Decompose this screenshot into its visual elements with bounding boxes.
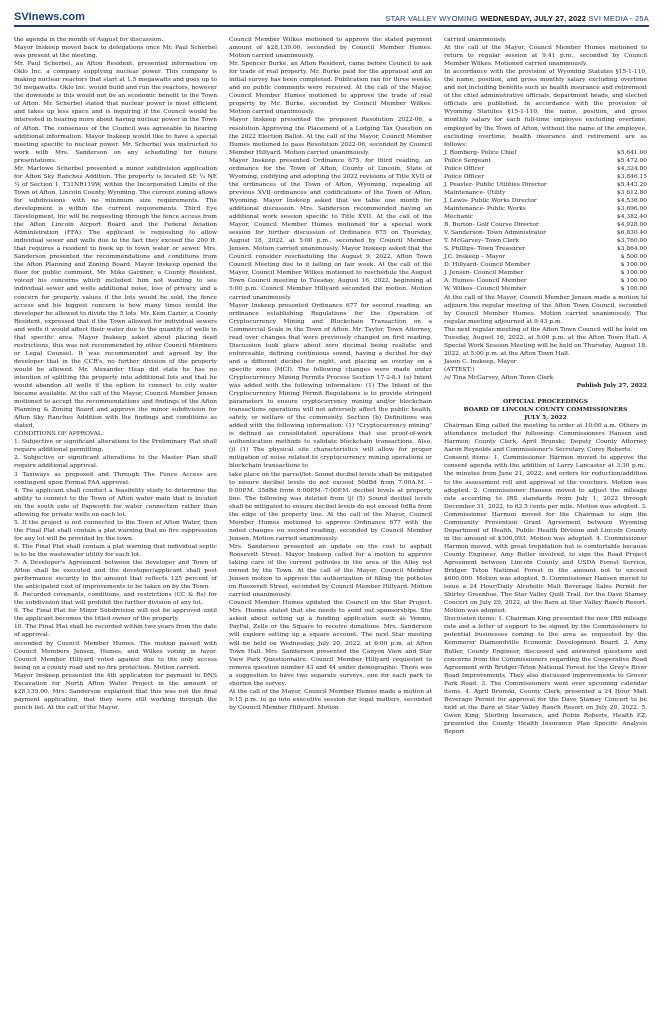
article-paragraph: Mayor Inskeep moved back to delegations once Mr. Paul Scherbel was present at the meeting. [14,45,217,60]
salary-position: Maintenance- Utility [444,189,506,196]
article-paragraph: Council Member Wilkes motioned to approve the stated payment amount of $28,139.00, seconded by Council Member Humes. Motion carried unanimously. [229,37,432,60]
article-paragraph: Mr. Paul Scherbel, an Afton Resident, presented information on Oklo Inc. a company supplying nuclear power. This company is making nuclear reactors that start at 1.5 megawatts and goes up to 50 megawatts. Oklo Inc. would build and run the reactors, however the downside is this would not be an economic benefit to the Town of Afton. Mr. Scherbel stated that nuclear power is most efficient and takes up less space and is inquiring if the Council would be interested in hearing more about having nuclear power in the Town of Afton. The consensus of the Council was agreeable to hearing additional information. Mayor Inskeep would like to have a special meeting specific to nuclear power. Mr. Scherbel was instructed to work with Mrs. Sanderson on any scheduling for future presentations. [14,61,217,164]
condition-item: 7. A Developer's Agreement between the developer and Town of Afton shall be executed and the developer/applicant shall post performance security in the amount that reflects 125 percent of the anticipated cost of improvements to be taken on by the Town. [14,560,217,591]
article-paragraph: In accordance with the provision of Wyoming Statutes §15-1-110, the name, position, and gross monthly salary excluding overtime and not including benefits such as health insurance and retirement of the chief administrative officials, department heads, and elected officials are published. In accordance with the provision of Wyoming Statutes §15-1-110, the name, position, and gross monthly salary for each full-time employee excluding overtime, employed by the Town of Afton, without the name of the employee, excluding overtime, health insurance and retirement are as follows: [444,69,647,148]
salary-amount: $4,536.00 [617,197,647,204]
article-paragraph: Mayor Inskeep presented the 4th application for payment to DNS Excavation for North Afton Water Project in the amount of $28,139.00. Mrs. Sanderson explained that this was not the final payment application, that they were still working through the punch list. At the call of the Mayor, [14,672,217,711]
article-paragraph: seconded by Council Member Humes. The motion passed with Council Members Jensen, Humes, and Wilkes voting in favor. Council Member Hillyard voted against due to the only access being on a county road and no fire protection. Motion carried. [14,640,217,671]
salary-amount: $5,472.00 [617,157,647,164]
salary-position: D. Hillyard- Council Member [444,262,531,269]
article-paragraph: At the call of the Mayor, Council Member Humes motioned to return to regular session at 9:41 p.m., seconded by Council Member Wilkes. Motioned carried unanimously. [444,45,647,68]
salary-position: Police Officer [444,173,485,180]
salary-row [444,181,647,189]
salary-row [444,237,647,245]
salary-amount: $ 500.00 [620,254,647,261]
salary-position: J.C. Inskeep – Mayor [444,254,506,261]
article-paragraph: Council Member Humes updated the Council on the Star Project. Mrs. Humes stated that she needs to send out sponsorships. She asked about setting up a funding application such as Venmo, PayPal, Zelle or the Square to receive donations. Mrs. Sanderson will explore setting up a square account. The next Star meeting will be held on Wednesday, July 20, 2022, at 6:00 p.m. at Afton Town Hall. Mrs. Sanderson presented the Canyon View and Star View Park Questionnaire. Council Member Hillyard requested to remove question number 43 and 44 under demographic. There was a suggestion to have two separate surveys, one for each park to shorten the survey. [229,600,432,687]
salary-position: Mechanic [444,214,474,221]
salary-row [444,229,647,237]
salary-position: Maintenance- Public Works [444,205,526,212]
salary-row [444,213,647,221]
salary-row [444,245,647,253]
condition-item: 10. The Final Plat shall be recorded within two years from the date of approval. [14,624,217,639]
condition-item: 8. Recorded covenants, conditions, and restrictions (CC & Rs) for the subdivision that will prohibit the further division of any lot. [14,592,217,607]
salary-position: Police Officer [444,165,485,172]
column-2 [229,36,432,712]
salary-position: S. Phillips- Town Treasurer [444,246,525,253]
salary-row [444,197,647,205]
salary-row [444,149,647,157]
publish-date: Publish July 27, 2022 [576,382,647,390]
article-paragraph: the agenda in the month of August for discussion. [14,37,164,43]
salary-row [444,221,647,229]
salary-row [444,261,647,269]
salary-amount: $3,760.00 [617,238,647,245]
salary-amount: $5,443.20 [617,181,647,188]
salary-row [444,173,647,181]
article-paragraph: At the call of the Mayor, Council Member Humes made a motion at 9:15 p.m. to go into executive session for legal matters, seconded by Council Member Hillyard. Motion [229,688,432,711]
condition-item: 4. The applicant shall conduct a feasibility study to determine the ability to connect to the Town of Afton water main that is located on the south side of Papworth for water connection rather than allowing for private wells on each lot. [14,487,217,518]
article-paragraph: Mr. Marlowe Scherbel presented a minor subdivision application for Afton Sky Ranches Addition. The property is located SE ¼ NE ¼ of Section 1, T31NR119W, within the Incorporated Limits of the Town of Afton, Lincoln County, Wyoming. The current zoning allows for subdivisions with no minimum size requirements. The development is within the current requirements. Third Eye Development, Inc will be requesting through the fence access from the Afton Lincoln Airport Board and the Federal Aviation Administration (FFA). The applicant is requesting to allow individual sewer and wells due to the fact they exceed the 200 ft. that requires a resident to hook up to town water or sewer. Mrs. Sanderson presented the recommendations and conditions from the Afton Planning and Zoning Board. Mayor Inskeep opened the floor for public comment. Mr. Mike Gardner, a County Resident, voiced his concerns which included: him not wanting to see individual sewer and wells additional noise, loss of privacy, and a concern for property values if the lots would be sold, the fence access and his biggest concern is how many times would the developer be allowed to divide the 5 lots. Mr. Kem Cazier, a County Resident, expressed that if the Town allowed for individual sewers and wells it would affect their water due to the quantity of wells in that specific area. Mayor Inskeep asked about placing deed restrictions, this was not recommended by other Council Members or Legal Counsel. It was recommended and agreed by the developer that in the CCR's, no further division of the property would be allowed. Mr. Alexander Heap did state he has no intention of splitting the property into additional lots and that he would abandon all wells if the option to connect to city water became available. At the call of the Mayor, Council Member Jensen motioned to accept the recommendations and findings of the Afton Planning & Zoning Board and approve the minor subdivision for Afton Sky Ranches Addition with the findings and conditions as stated, [14,165,217,430]
salary-amount: $6,830.40 [617,230,647,237]
salary-row [444,205,647,213]
salary-position: J. Peavler- Public Utilities Director [444,181,547,188]
article-paragraph: Consent items: 1. Commissioner Harmon moved to approve the consent agenda with the addition of Larry Lancaster at 3:30 p.m., the minutes from June 21, 2022, and orders for reduction/addition to the assessment roll and approval of the vouchers. Motion was adopted. 2. Commissioner Hansen moved to adjust the mileage rate according to IRS standards from July 1, 2022 through December 31, 2022, to 62.5 cents per mile. Motion was adopted. 3. Commissioner Harmon moved for the Chairman to sign the Community Prevention Grant Agreement between Wyoming Department of Health, Public Health Division and Lincoln County in the amount of $306,093. Motion was adopted. 4. Commissioner Harmon moved, with great trepidation but is comfortable because County Engineer, Amy Butler involved, to sign the Road Project Agreement between Lincoln County and USDA Forest Service, Bridger Teton National Forest in the amount not to exceed $600,000. Motion was adopted. 5. Commissioner Hansen moved to issue a 24 Hour/Daily Alcoholic Malt Beverage Sales Permit for Shirley Greenhoe, The Star Valley Quilt Trail, for the Dave Stamey Concert on July 29, 2022, at the Barn at Star Valley Ranch Resort. Motion was adopted. [444,455,647,615]
article-paragraph: carried unanimously. [444,37,507,43]
salary-position: J. Jensen- Council Member [444,270,524,277]
salary-row [444,189,647,197]
article-paragraph: Mayor Inskeep presented Ordinance 677 for second reading, an ordinance establishing Regulations for the Operation of Cryptocurrency Mining and Blockchain Transaction on a Commercial Scale in the Town of Afton. Mr. Taylor, Town Attorney, read over changes that were previously changed on first reading. Discussion took place about zero decimal being realistic and enforceable, defining continuous sound, having a decibel for day and a different decibel for night, and placing an overlay on a specific zone (MCI). The following changes were made under Cryptocurrency Mining Permits Process Section 17-2-8.1 (a) Intent was added with the following information: (1) The Intent of the Cryptocurrency Mining Permit Regulations is to provide stringent parameters to ensure cryptocurrency mining and/or blockchain transactions operations will not adversely affect the public health, safety, or welfare of the community. Section (b) Definitions was added with the following information: (1) "Cryptocurrency mining" is defined as consolidated operations that use proof-of-work authentication methods to validate blockchain transactions. Also, (j) (1) The physical site characteristics will allow for proper mitigation of noise related to cryptocurrency mining operations or blockchain transactions to [229,302,432,470]
salary-position: J. Romberg- Police Chief [444,149,517,156]
meeting-date-heading: JULY 5, 2022 [524,414,567,422]
salary-position: A. Humes- Council Member [444,278,527,285]
article-paragraph: Mr. Spencer Burke, an Afton Resident, came before Council to ask for trade of real property. Mr. Burke paid for the appraisal and an initial survey has been completed. Publication ran for three weeks, and no public comments were received. At the call of the Mayor, Council Member Humes motioned to approve the trade of real property by Mr. Burke, seconded by Council Member Wilkes. Motion carried unanimously. [229,61,432,116]
article-paragraph: Chairman King called the meeting to order at 10:00 a.m. Others in attendance included the following: Commissioners Hansen and Harmon; County Clerk, April Brunski; Deputy County Attorney Aaron Reynolds and Commissioner's Secretary, Corey Roberts. [444,423,647,454]
salary-table [444,149,647,294]
condition-item: 6. The Final Plat shall contain a plat warning that individual septic is to be the wastewater utility for each lot. [14,543,217,558]
salary-position: V. Sanderson- Town Administrator [444,230,546,237]
signature-clerk: /s/ Tina McGarvey, Afton Town Clerk [444,374,554,381]
salary-position: W. Wilkes- Council Member [444,286,527,293]
site-name[interactable]: SVInews.com [14,11,85,23]
salary-amount: $ 100.00 [620,270,647,277]
salary-position: B. Burton- Golf Course Director [444,222,539,229]
condition-item: 1. Subjective or significant alterations to the Preliminary Plat shall require additional permitting. [14,439,217,454]
salary-row [444,253,647,261]
section-spacer [444,390,647,398]
conditions-heading: CONDITIONS OF APPROVAL: [14,431,104,438]
salary-position: Police Sergeant [444,157,491,164]
salary-amount: $4,928.00 [617,222,647,229]
salary-row [444,165,647,173]
salary-row [444,269,647,277]
article-paragraph: Mayor Inskeep presented the proposed Resolution 2022-06, a resolution Approving the Placement of a Lodging Tax Question on the 2022 Election Ballot. At the call of the Mayor, Council Member Humes motioned to pass Resolution 2022-06, seconded by Council Member Hillyard. Motion carried unanimously. [229,117,432,156]
section-page: SVI MEDIA - 25A [588,14,649,23]
column-1 [14,36,217,712]
salary-position: T. McGarvey- Town Clerk [444,238,520,245]
condition-item: 5. If the project is not connected to the Town of Afton Water, then the Final Plat shall contain a plat warning that no fire suppression for any lot will be provided by the town. [14,519,217,542]
salary-amount: $ 100.00 [620,286,647,293]
condition-item: 2. Subjective or significant alterations to the Master Plan shall require additional approval. [14,455,217,470]
salary-row [444,285,647,293]
salary-amount: $ 100.00 [620,278,647,285]
article-paragraph: Mayor Inskeep presented Ordinance 675, for third reading, an ordinance for the Town of Afton, County of Lincoln, State of Wyoming, codifying and adopting the 2022 revisions of Title XVII of the ordinances of the Town of Afton, Wyoming, repealing all previous XVII ordinances and codifications of the Town of Afton, Wyoming. Mayor Inskeep asked that we table one month for additional discussion. Mrs. Sanderson recommended having an additional work session specific to Title XVII. At the call of the Mayor, Council Member Humes motioned for a special work session for further discussion of Ordinance 675 on Thursday, August 18, 2022, at 5:00 p.m., seconded by Council Member Jensen. Motion carried unanimously. Mayor Inskeep asked that the Council consider rescheduling the August 9, 2022, Afton Town Council Meeting due to it falling on fair week. At the call of the Mayor, Council Member Wilkes motioned to reschedule the August Town Council meeting to Tuesday, August 16, 2022, beginning at 5:00 p.m. Council Member Hillyard seconded the motion. Motion carried unanimously. [229,157,432,301]
publication-name: STAR VALLEY WYOMING [385,14,479,23]
salary-amount: $5,641.00 [617,149,647,156]
salary-amount: $3,612.80 [617,189,647,196]
article-paragraph: The next regular meeting of the Afton Town Council will be held on Tuesday, August 16, 2022, at 5:00 p.m. at the Afton Town Hall. A Special Work Session Meeting will be held on Thursday, August 18, 2022, at 5:00 p.m. at the Afton Town Hall. [444,326,647,357]
condition-item: 3 Taxiways as proposed and Through The Fence Access are contingent upon Formal FAA approval. [14,471,217,486]
salary-amount: $3,696.00 [617,205,647,212]
page-folio [385,14,649,23]
column-3 [444,36,647,736]
salary-amount: $ 100.00 [620,262,647,269]
salary-amount: $3,846.15 [617,173,647,180]
article-paragraph: At the call of the Mayor, Council Member Jensen made a motion to adjourn the regular meeting of the Afton Town Council, seconded by Council Member Humes. Motion carried unanimously. The regular meeting adjourned at 9:43 p.m. [444,294,647,325]
article-paragraph: Mrs. Sanderson presented an update on the cost to asphalt Roosevelt Street. Mayor Inskeep called for a motion to approve taking care of the current potholes in the area of the Alley not owned by the Town. At the call of the Mayor, Council Member Jensen motion to approve the authorization of filling the potholes on Roosevelt Street, seconded by Council Member Hillyard. Motion carried unanimously. [229,543,432,599]
proceedings-heading: OFFICIAL PROCEEDINGS [502,398,589,406]
issue-date: WEDNESDAY, JULY 27, 2022 [480,14,587,23]
salary-row [444,157,647,165]
signature-mayor: Jason C. Inskeep, Mayor [444,358,517,365]
salary-amount: $4,382.40 [617,214,647,221]
salary-position: J. Lewis- Public Works Director [444,197,537,204]
article-paragraph: Discussion items: 1. Chairman King presented the new IRS mileage rate and a letter of support to be signed by the Commissioners to potential businesses coming to the area as requested by the Kemmerer Diamondville Economic Development Board. 2. Amy Butler, County Engineer, discussed and answered questions and concerns from the Commissioners regarding the Cooperative Road Agreement with Bridger-Teton National Forest for the Grey's River Road Improvements. They also discussed improvements to Grover Park Road. 3. The Commissioners went over upcoming calendar items. 4. April Brunski, County Clerk, presented a 24 Hour Malt Beverage Permit for approval for the Dave Stamey Concert to be held at the Barn at Star Valley Ranch Resort on July 29, 2022. 5. Gwen King, Sterling Insurance, and Robin Roberts, Health EZ, presented the County Health Insurance Plan Specific Analysis Report [444,616,647,735]
page-masthead [14,9,649,27]
article-paragraph: take place on the parcel/lot. Sound decibel levels shall be mitigated to ensure decibel levels do not exceed 50dBd from 7:00A.M. – 9:00P.M. 35dBd from 9:00P.M.-7:00P.M. decibel levels at property line. The following was deleted from (j) (5) Sound decibel levels shall be mitigated to ensure decibel levels do not exceed 0dBa from the edge of the property line. At the call of the Mayor, Council Member Humes motioned to approve Ordinance 677 with the noted changes on second reading, seconded by Council Member Jensen. Motion carried unanimously. [229,471,432,542]
attest-label: (ATTEST:) [444,366,475,373]
salary-row [444,277,647,285]
salary-amount: $3,864.00 [617,246,647,253]
condition-item: 9. The Final Plat for Minor Subdivision will not be approved until the applicant becomes the titled owner of the property. [14,608,217,623]
board-heading: BOARD OF LINCOLN COUNTY COMMISSIONERS [463,406,628,414]
salary-amount: $4,324.80 [617,165,647,172]
